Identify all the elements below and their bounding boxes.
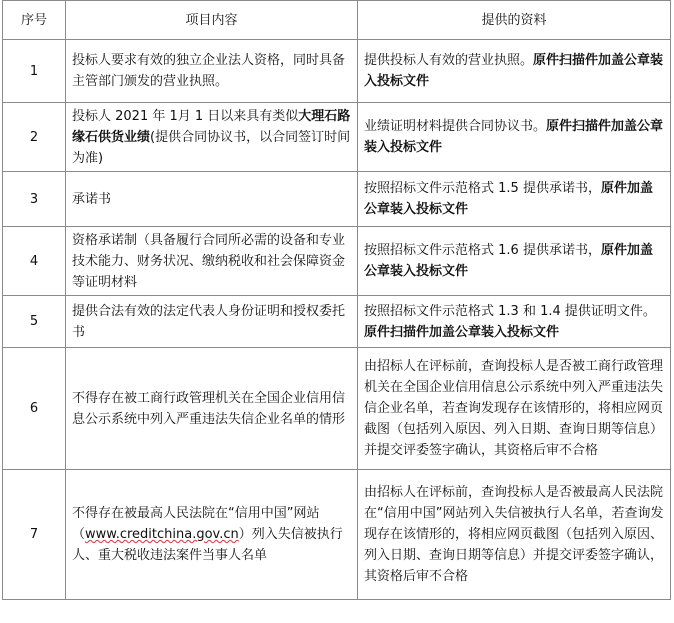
row-docs	[358, 103, 671, 172]
docs-text: 按照招标文件示范格式 1.3 和 1.4 提供证明文件。	[364, 303, 656, 319]
row-docs	[358, 296, 671, 348]
row-item	[66, 227, 358, 296]
table-row	[3, 227, 671, 296]
table-header-row	[3, 1, 671, 40]
row-docs	[358, 348, 671, 470]
row-item	[66, 470, 358, 600]
docs-emphasis: 原件扫描件加盖公章装入投标文件	[364, 53, 664, 89]
docs-text: 业绩证明材料提供合同协议书。	[364, 119, 547, 134]
table-row	[3, 172, 671, 227]
credit-website-link: www.creditchina.gov.cn	[85, 527, 239, 542]
row-docs	[358, 40, 671, 103]
item-text: 投标人要求有效的独立企业法人资格，同时具备主管部门颁发的营业执照。	[72, 53, 346, 89]
table-row	[3, 348, 671, 470]
docs-text: 按照招标文件示范格式 1.6 提供承诺书，	[364, 243, 601, 258]
docs-text: 由招标人在评标前，查询投标人是否被工商行政管理机关在全国企业信用信息公示系统中列入严重违法失信企业名单，若查询发现存在该情形的，将相应网页截图（包括列入原因、列入日期、查询日期等信息）并提交评委签字确认，其资格后审不合格	[364, 359, 664, 458]
table-row	[3, 103, 671, 172]
docs-text: 提供投标人有效的营业执照。	[364, 53, 534, 68]
item-emphasis: 大理石路缘石供货业绩	[72, 108, 351, 145]
docs-text: 按照招标文件示范格式 1.5 提供承诺书，	[364, 181, 601, 196]
docs-emphasis: 原件扫描件加盖公章装入投标文件	[364, 324, 560, 340]
header-docs: 提供的资料	[358, 1, 671, 40]
item-text: 不得存在被工商行政管理机关在全国企业信用信息公示系统中列入严重违法失信企业名单的情形	[72, 390, 346, 427]
row-number: 5	[3, 296, 66, 348]
table-row	[3, 40, 671, 103]
docs-emphasis: 原件加盖公章装入投标文件	[364, 243, 653, 279]
table-row	[3, 296, 671, 348]
item-text: 资格承诺制（具备履行合同所必需的设备和专业技术能力、财务状况、缴纳税收和社会保障资金等证明材料	[72, 232, 346, 290]
item-text: 不得存在被最高人民法院在“信用中国”网站（	[72, 506, 320, 542]
table-row	[3, 470, 671, 600]
row-number: 4	[3, 227, 66, 296]
row-number: 1	[3, 40, 66, 103]
row-item	[66, 172, 358, 227]
row-number: 7	[3, 470, 66, 600]
row-number: 6	[3, 348, 66, 470]
docs-emphasis: 原件加盖公章装入投标文件	[364, 181, 653, 217]
row-docs	[358, 470, 671, 600]
item-text-tail: ）列入失信被执行人、重大税收违法案件当事人名单	[72, 527, 343, 563]
row-item	[66, 348, 358, 470]
row-docs	[358, 172, 671, 227]
row-docs	[358, 227, 671, 296]
qualification-table	[2, 0, 671, 600]
item-text-tail: (提供合同协议书，以合同签订时间为准)	[72, 129, 351, 166]
header-item: 项目内容	[66, 1, 358, 40]
row-item	[66, 296, 358, 348]
docs-emphasis: 原件扫描件加盖公章装入投标文件	[364, 119, 664, 155]
row-number: 2	[3, 103, 66, 172]
row-item	[66, 103, 358, 172]
item-text: 提供合法有效的法定代表人身份证明和授权委托书	[72, 303, 346, 340]
header-serial: 序号	[3, 1, 66, 40]
item-text: 承诺书	[72, 191, 112, 207]
docs-text: 由招标人在评标前，查询投标人是否被最高人民法院在“信用中国”网站列入失信被执行人名单，若查询发现存在该情形的，将相应网页截图（包括列入原因、列入日期、查询日期等信息）并提交评委签字确认，其资格后审不合格	[364, 485, 664, 584]
row-number: 3	[3, 172, 66, 227]
item-text: 投标人 2021 年 1月 1 日以来具有类似	[72, 108, 299, 124]
row-item	[66, 40, 358, 103]
